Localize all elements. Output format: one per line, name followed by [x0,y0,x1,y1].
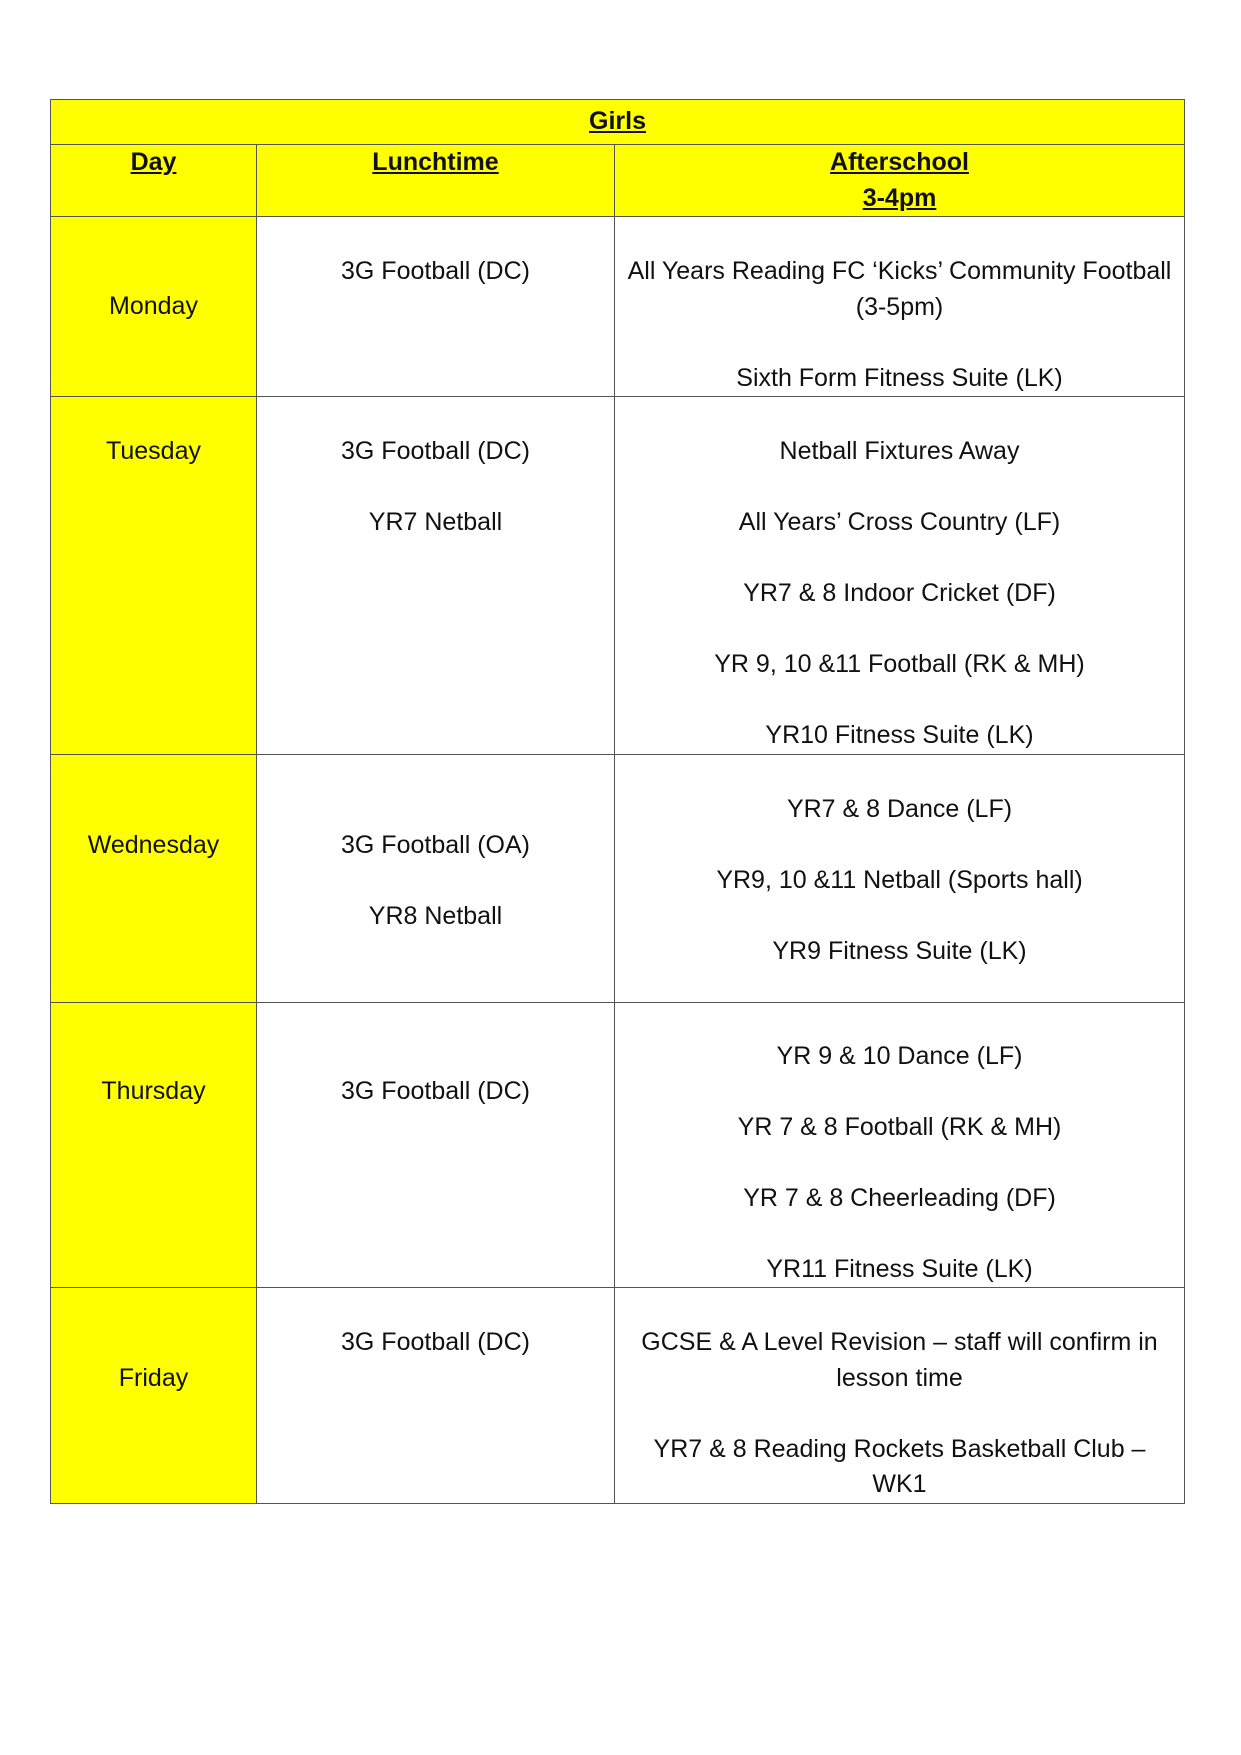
activity-entry: GCSE & A Level Revision – staff will confirm in lesson time [641,1328,1158,1392]
title-row [51,100,1185,145]
lunchtime-cell [257,397,615,755]
header-lunchtime [257,145,615,217]
afterschool-cell [615,754,1185,1002]
activity-entry: YR7 Netball [368,508,503,536]
header-afterschool-label: Afterschool [830,148,969,176]
girls-activities-table [50,99,1185,1504]
activity-entry: YR7 & 8 Dance (LF) [786,794,1013,823]
activity-entry: 3G Football (OA) [341,830,530,859]
day-label: Thursday [101,1076,206,1105]
day-label: Tuesday [106,437,201,465]
header-afterschool [615,145,1185,217]
afterschool-cell [615,397,1185,755]
activity-entry: 3G Football (DC) [341,257,530,285]
table-row [51,397,1185,755]
activity-entry: YR 7 & 8 Cheerleading (DF) [743,1183,1056,1212]
activity-entry: YR10 Fitness Suite (LK) [765,721,1034,749]
activity-entry: YR 9 & 10 Dance (LF) [776,1041,1023,1070]
lunchtime-cell [257,1002,615,1288]
activity-entry: All Years’ Cross Country (LF) [738,508,1061,536]
header-lunchtime-label: Lunchtime [372,148,499,176]
activity-entry: Sixth Form Fitness Suite (LK) [736,363,1063,392]
header-day-label: Day [130,148,177,176]
activity-entry: YR 7 & 8 Football (RK & MH) [737,1112,1062,1141]
day-cell: Monday [51,217,257,397]
day-cell [51,1288,257,1504]
activity-entry: 3G Football (DC) [341,1328,530,1356]
activity-entry: YR9 Fitness Suite (LK) [772,936,1027,965]
activity-entry: All Years Reading FC ‘Kicks’ Community Football (3-5pm) [627,257,1172,321]
day-cell [51,397,257,755]
table-row [51,1288,1185,1504]
table-row [51,1002,1185,1288]
lunchtime-cell [257,754,615,1002]
header-afterschool-time: 3-4pm [862,183,937,212]
activity-entry: 3G Football (DC) [341,437,530,465]
table-row [51,754,1185,1002]
activity-entry: YR7 & 8 Indoor Cricket (DF) [743,579,1056,607]
activity-entry: YR8 Netball [368,901,503,930]
header-day [51,145,257,217]
day-cell [51,754,257,1002]
day-label: Friday [118,1364,189,1392]
header-row [51,145,1185,217]
activity-entry: Netball Fixtures Away [779,437,1020,465]
lunchtime-cell [257,217,615,397]
day-cell [51,1002,257,1288]
lunchtime-cell [257,1288,615,1504]
afterschool-cell [615,1288,1185,1504]
table-title: Girls [51,100,1185,145]
activity-entry: YR7 & 8 Reading Rockets Basketball Club – WK1 [653,1434,1146,1498]
activity-entry: 3G Football (DC) [341,1076,530,1105]
day-label: Wednesday [87,830,220,859]
activity-entry: YR11 Fitness Suite (LK) [766,1254,1033,1283]
activity-entry: YR 9, 10 &11 Football (RK & MH) [714,650,1085,678]
activity-entry: YR9, 10 &11 Netball (Sports hall) [716,865,1083,894]
afterschool-cell [615,1002,1185,1288]
afterschool-cell [615,217,1185,397]
table-row [51,217,1185,397]
